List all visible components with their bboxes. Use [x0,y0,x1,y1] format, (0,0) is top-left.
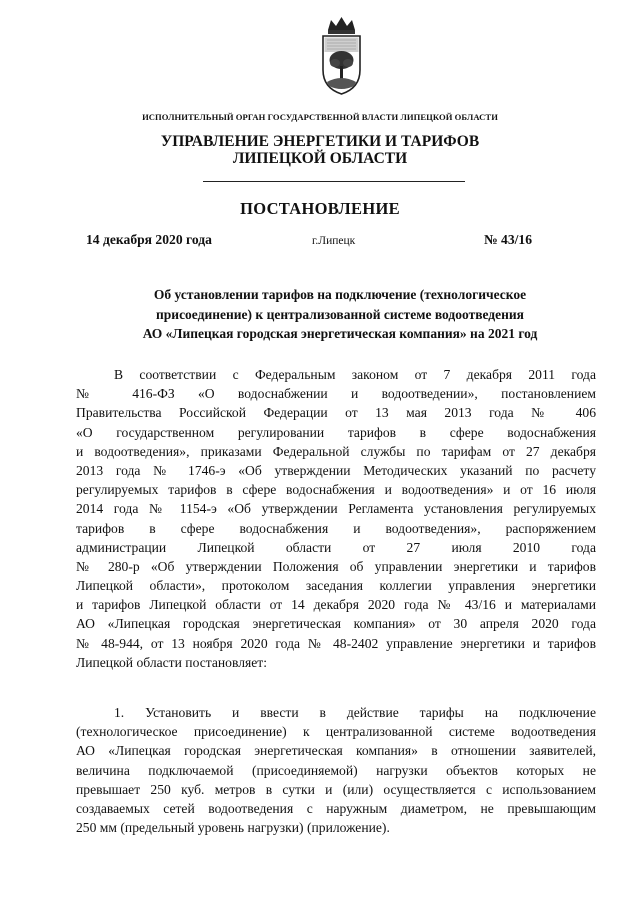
paragraph-line: величина подключаемой (присоединяемой) нагрузки объектов которых не [76,762,596,778]
org-line: ИСПОЛНИТЕЛЬНЫЙ ОРГАН ГОСУДАРСТВЕННОЙ ВЛАСТИ ЛИПЕЦКОЙ ОБЛАСТИ [142,112,498,122]
paragraph-line: и водоотведения», приказами Федеральной службы по тарифам от 27 декабря [76,443,596,459]
paragraph-line: 1. Установить и ввести в действие тарифы на подключение [114,705,596,720]
subject-line: АО «Липецкая городская энергетическая компания» на 2021 год [142,326,538,341]
paragraph-line: регулируемых тарифов в сфере водоснабжения и водоотведения» и от 16 июля [76,482,596,498]
paragraph-line: АО «Липецкая городская энергетическая компания» в отношении заявителей, [76,743,596,759]
paragraph-line: и тарифов Липецкой области от 14 декабря 2020 года № 43/16 и материалами [76,597,596,613]
document-date: 14 декабря 2020 года [86,232,212,247]
paragraph-line: 2013 года № 1746-э «Об утверждении Методических указаний по расчету [76,462,596,478]
paragraph-line: № 416-ФЗ «О водоснабжении и водоотведении», постановлением [76,386,596,402]
paragraph-line: Липецкой области постановляет: [76,654,267,670]
paragraph-line: 250 мм (предельный уровень нагрузки) (приложение). [76,820,390,836]
paragraph-preamble [76,365,596,672]
department-title [0,133,640,167]
paragraph-line: № 48-944, от 13 ноября 2020 года № 48-2402 управление энергетики и тарифов [76,635,596,651]
department-title-line: УПРАВЛЕНИЕ ЭНЕРГЕТИКИ И ТАРИФОВ [160,133,480,150]
lipetsk-coat-of-arms-icon [319,16,364,96]
document-number: № 43/16 [484,232,533,247]
paragraph-line: тарифов в сфере водоснабжения и водоотведения», распоряжением [76,520,596,536]
paragraph-line: создаваемых сетей водоотведения с наружным диаметром, не превышающим [76,800,596,816]
paragraph-line: «О государственном регулировании тарифов в сфере водоснабжения [76,424,596,440]
paragraph-item-1 [76,703,596,837]
paragraph-line: превышает 250 куб. метров в сутки и (или) осуществляется с использованием [76,781,596,797]
paragraph-line: Липецкой области», протоколом заседания коллегии управления энергетики [76,578,596,594]
paragraph-line: администрации Липецкой области от 27 июля 2010 года [76,539,596,555]
department-title-line: ЛИПЕЦКОЙ ОБЛАСТИ [232,150,408,167]
subject-line: присоединение) к централизованной системе водоотведения [156,306,524,322]
paragraph-line: Правительства Российской Федерации от 13 мая 2013 года № 406 [76,405,596,421]
document-city: г.Липецк [312,235,356,247]
paragraph-line: № 280-р «Об утверждении Положения об управлении энергетики и тарифов [76,558,596,574]
paragraph-line: (технологическое присоединение) к централизованной системе водоотведения [76,724,596,740]
paragraph-line: АО «Липецкая городская энергетическая компания» от 30 апреля 2020 года [76,616,596,632]
document-type: ПОСТАНОВЛЕНИЕ [240,199,400,218]
header-divider [203,181,465,182]
subject-line: Об установлении тарифов на подключение (технологическое [153,287,527,302]
paragraph-line: В соответствии с Федеральным законом от 7 декабря 2011 года [114,367,596,382]
document-subject [100,285,580,344]
paragraph-line: 2014 года № 1154-э «Об утверждении Регламента установления регулируемых [76,501,596,517]
